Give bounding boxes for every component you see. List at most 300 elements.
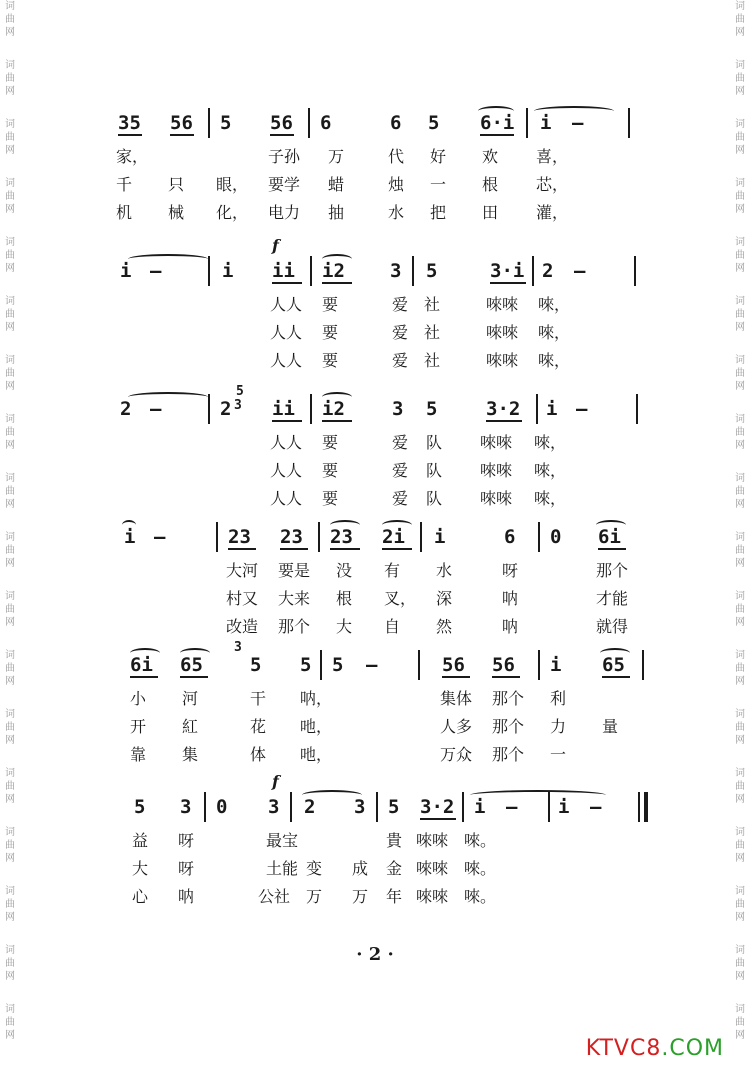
watermark-char: 曲 — [5, 781, 15, 792]
lyric: 那个 — [492, 717, 525, 736]
lyric-line-1 — [110, 824, 650, 852]
watermark-char: 词 — [735, 650, 745, 661]
lyric: 集 — [182, 745, 199, 764]
lyric: 干 — [250, 689, 267, 708]
underline — [118, 134, 142, 136]
watermark-char: 词 — [735, 60, 745, 71]
slur — [128, 392, 208, 402]
final-barline — [644, 792, 648, 822]
watermark-char: 曲 — [735, 1017, 745, 1028]
lyric: 机 — [116, 203, 133, 222]
note: 0 — [550, 526, 562, 548]
underline — [322, 282, 352, 284]
lyric: 电力 — [268, 203, 301, 222]
watermark-char: 网 — [735, 794, 745, 805]
watermark-char: 曲 — [5, 309, 15, 320]
underline — [598, 548, 626, 550]
lyric-line-1 — [110, 682, 650, 710]
watermark-char: 曲 — [5, 368, 15, 379]
lyric: 要学 — [268, 175, 301, 194]
underline — [492, 676, 520, 678]
lyric: 水 — [388, 203, 405, 222]
lyric: 呐 — [502, 617, 519, 636]
note: 6 — [504, 526, 516, 548]
watermark-gap — [2, 983, 18, 1003]
lyric: 呀 — [178, 831, 195, 850]
watermark-char: 词 — [5, 886, 15, 897]
watermark-gap — [732, 629, 748, 649]
lyric: 那个 — [278, 617, 311, 636]
watermark-gap — [732, 452, 748, 472]
watermark-gap — [2, 865, 18, 885]
lyric-line-1 — [110, 288, 650, 316]
lyric: 心 — [132, 887, 149, 906]
underline — [130, 676, 158, 678]
watermark-gap — [732, 334, 748, 354]
lyric: 子孙 — [268, 147, 301, 166]
watermark-char: 网 — [735, 1030, 745, 1041]
lyric-line-1 — [110, 554, 650, 582]
lyric: 集体 — [440, 689, 473, 708]
lyric: 就得 — [596, 617, 629, 636]
score-system-4 — [110, 520, 650, 638]
watermark-char: 网 — [5, 145, 15, 156]
watermark-char: 曲 — [5, 604, 15, 615]
lyric: 爱 — [392, 295, 409, 314]
note: 2 — [304, 796, 316, 818]
lyric: 要 — [322, 461, 339, 480]
lyric: 要 — [322, 295, 339, 314]
barline — [204, 792, 206, 822]
note-dash: — — [576, 398, 588, 420]
watermark-char: 曲 — [735, 132, 745, 143]
note-dash: — — [506, 796, 518, 818]
lyric: 最宝 — [266, 831, 299, 850]
note: 5 — [388, 796, 400, 818]
barline — [310, 394, 312, 424]
watermark-gap — [732, 511, 748, 531]
lyric: 才能 — [596, 589, 629, 608]
lyric: 喜， — [536, 147, 569, 166]
score-system-1 — [110, 106, 650, 224]
lyric: 土能 — [266, 859, 299, 878]
watermark-char: 网 — [5, 86, 15, 97]
lyric: 队 — [426, 461, 443, 480]
watermark-char: 词 — [5, 591, 15, 602]
lyric: 体 — [250, 745, 267, 764]
lyric: 唻。 — [464, 831, 497, 850]
note: 5 — [300, 654, 312, 676]
watermark-char: 网 — [735, 440, 745, 451]
note: 23 — [280, 526, 303, 548]
grace-note: 3 — [234, 640, 242, 655]
lyric: 大 — [132, 859, 149, 878]
note: 2 — [120, 398, 132, 420]
watermark-char: 曲 — [5, 840, 15, 851]
watermark-char: 词 — [5, 827, 15, 838]
watermark-gap — [732, 924, 748, 944]
watermark-char: 词 — [735, 768, 745, 779]
watermark-left — [2, 0, 18, 1062]
underline — [490, 282, 526, 284]
watermark-char: 曲 — [5, 545, 15, 556]
watermark-char: 词 — [735, 591, 745, 602]
note: i — [540, 112, 552, 134]
notation-line — [110, 520, 650, 554]
watermark-char: 曲 — [5, 663, 15, 674]
lyric-line-3 — [110, 610, 650, 638]
score-system-3 — [110, 384, 650, 510]
barline — [420, 522, 422, 552]
lyric: 呀 — [502, 561, 519, 580]
watermark-char: 曲 — [5, 486, 15, 497]
note-dash: — — [572, 112, 584, 134]
lyric-line-1 — [110, 426, 650, 454]
note: 2 — [220, 398, 232, 420]
watermark-char: 词 — [5, 119, 15, 130]
watermark-char: 词 — [735, 709, 745, 720]
lyric: 唻， — [534, 489, 567, 508]
watermark-char: 曲 — [5, 132, 15, 143]
lyric-line-3 — [110, 196, 650, 224]
watermark-char: 网 — [735, 86, 745, 97]
lyric: 万众 — [440, 745, 473, 764]
watermark-char: 曲 — [735, 368, 745, 379]
note: 5 — [426, 260, 438, 282]
watermark-gap — [732, 688, 748, 708]
note: i — [558, 796, 570, 818]
watermark-char: 曲 — [735, 191, 745, 202]
lyric: 人多 — [440, 717, 473, 736]
watermark-char: 曲 — [735, 781, 745, 792]
watermark-char: 曲 — [5, 250, 15, 261]
lyric: 唻唻 — [416, 887, 449, 906]
note: 56 — [492, 654, 515, 676]
lyric: 唻唻 — [480, 433, 513, 452]
watermark-char: 曲 — [735, 427, 745, 438]
lyric: 呐 — [178, 887, 195, 906]
watermark-gap — [732, 983, 748, 1003]
watermark-char: 网 — [5, 204, 15, 215]
note: 35 — [118, 112, 141, 134]
lyric: 万 — [306, 887, 323, 906]
lyric: 田 — [482, 203, 499, 222]
lyric: 一 — [430, 175, 447, 194]
lyric: 爱 — [392, 489, 409, 508]
note: 2i — [382, 526, 405, 548]
watermark-gap — [732, 39, 748, 59]
underline — [382, 548, 412, 550]
lyric: 要 — [322, 489, 339, 508]
watermark-gap — [732, 806, 748, 826]
watermark-char: 词 — [735, 119, 745, 130]
watermark-gap — [2, 806, 18, 826]
lyric: 一 — [550, 745, 567, 764]
watermark-gap — [2, 393, 18, 413]
lyric: 唻唻 — [486, 351, 519, 370]
watermark-gap — [2, 688, 18, 708]
watermark-gap — [2, 924, 18, 944]
lyric: 唻， — [534, 433, 567, 452]
barline — [216, 522, 218, 552]
lyric: 开 — [130, 717, 147, 736]
watermark-char: 网 — [735, 499, 745, 510]
watermark-char: 词 — [735, 827, 745, 838]
watermark-char: 网 — [735, 735, 745, 746]
dynamic-mark: f — [272, 772, 279, 791]
lyric: 有 — [384, 561, 401, 580]
lyric: 眼， — [216, 175, 249, 194]
watermark-gap — [732, 275, 748, 295]
watermark-char: 曲 — [735, 14, 745, 25]
note: 5 — [426, 398, 438, 420]
lyric: 人人 — [270, 489, 303, 508]
note: 56 — [442, 654, 465, 676]
watermark-char: 曲 — [735, 958, 745, 969]
lyric: 社 — [424, 295, 441, 314]
underline — [170, 134, 194, 136]
site-logo — [586, 1036, 724, 1061]
note: i — [546, 398, 558, 420]
lyric: 抽 — [328, 203, 345, 222]
note: 3 — [354, 796, 366, 818]
watermark-gap — [2, 1042, 18, 1062]
watermark-char: 词 — [5, 532, 15, 543]
lyric: 成 — [352, 859, 369, 878]
watermark-char: 曲 — [735, 545, 745, 556]
lyric: 那个 — [596, 561, 629, 580]
lyric: 唻， — [538, 295, 571, 314]
watermark-char: 词 — [735, 1, 745, 12]
watermark-char: 网 — [5, 263, 15, 274]
watermark-char: 网 — [735, 853, 745, 864]
lyric: 化， — [216, 203, 249, 222]
lyric: 唻。 — [464, 859, 497, 878]
watermark-gap — [2, 747, 18, 767]
lyric: 大来 — [278, 589, 311, 608]
lyric: 呐 — [502, 589, 519, 608]
watermark-char: 词 — [5, 1004, 15, 1015]
watermark-char: 词 — [735, 414, 745, 425]
underline — [180, 676, 208, 678]
note: 5 — [428, 112, 440, 134]
note: 56 — [170, 112, 193, 134]
watermark-char: 词 — [5, 355, 15, 366]
barline — [208, 256, 210, 286]
underline — [272, 282, 302, 284]
lyric: 队 — [426, 433, 443, 452]
note: 65 — [180, 654, 203, 676]
watermark-char: 网 — [735, 381, 745, 392]
barline — [310, 256, 312, 286]
note: 5 — [220, 112, 232, 134]
lyric: 烛 — [388, 175, 405, 194]
logo-part-1: KTVC8 — [585, 1036, 662, 1061]
lyric: 吔， — [300, 745, 333, 764]
watermark-char: 词 — [5, 414, 15, 425]
watermark-char: 网 — [735, 204, 745, 215]
watermark-char: 词 — [5, 768, 15, 779]
note: i — [124, 526, 136, 548]
note: 6i — [130, 654, 153, 676]
watermark-char: 曲 — [5, 958, 15, 969]
lyric: 社 — [424, 323, 441, 342]
lyric: 利 — [550, 689, 567, 708]
watermark-char: 词 — [735, 945, 745, 956]
watermark-char: 网 — [735, 676, 745, 687]
note: 3 — [234, 398, 242, 413]
watermark-gap — [2, 157, 18, 177]
barline — [318, 522, 320, 552]
watermark-char: 网 — [735, 145, 745, 156]
watermark-char: 网 — [735, 558, 745, 569]
watermark-gap — [2, 275, 18, 295]
watermark-char: 曲 — [735, 309, 745, 320]
watermark-gap — [2, 39, 18, 59]
lyric: 爱 — [392, 433, 409, 452]
underline — [322, 420, 352, 422]
underline — [228, 548, 256, 550]
lyric: 唻唻 — [416, 859, 449, 878]
watermark-char: 曲 — [735, 73, 745, 84]
watermark-char: 网 — [5, 912, 15, 923]
lyric: 那个 — [492, 745, 525, 764]
lyric: 爱 — [392, 461, 409, 480]
lyric: 自 — [384, 617, 401, 636]
lyric: 家， — [116, 147, 149, 166]
barline — [526, 108, 528, 138]
page-number: · 2 · — [356, 944, 394, 965]
note: i — [434, 526, 446, 548]
watermark-char: 曲 — [5, 722, 15, 733]
lyric: 力 — [550, 717, 567, 736]
barline — [538, 522, 540, 552]
lyric-line-2 — [110, 710, 650, 738]
note: 3·2 — [486, 398, 521, 420]
watermark-char: 曲 — [735, 899, 745, 910]
lyric: 万 — [328, 147, 345, 166]
lyric: 小 — [130, 689, 147, 708]
lyric: 呐， — [300, 689, 333, 708]
lyric: 花 — [250, 717, 267, 736]
watermark-gap — [732, 1042, 748, 1062]
underline — [480, 134, 514, 136]
watermark-gap — [2, 511, 18, 531]
watermark-char: 网 — [735, 27, 745, 38]
watermark-char: 网 — [5, 440, 15, 451]
lyric: 唻唻 — [480, 461, 513, 480]
lyric: 要是 — [278, 561, 311, 580]
lyric: 靠 — [130, 745, 147, 764]
slur — [128, 254, 208, 264]
lyric: 唻， — [538, 323, 571, 342]
lyric: 改造 — [226, 617, 259, 636]
grace-note: 5 — [236, 384, 244, 399]
watermark-char: 词 — [5, 1, 15, 12]
note: 3·2 — [420, 796, 455, 818]
lyric-line-3 — [110, 880, 650, 908]
note: 56 — [270, 112, 293, 134]
watermark-gap — [732, 157, 748, 177]
watermark-gap — [2, 452, 18, 472]
barline — [290, 792, 292, 822]
watermark-gap — [2, 334, 18, 354]
underline — [272, 420, 302, 422]
lyric: 公社 — [258, 887, 291, 906]
notation-line — [110, 106, 650, 140]
watermark-char: 词 — [735, 473, 745, 484]
watermark-char: 曲 — [735, 722, 745, 733]
lyric: 村又 — [226, 589, 259, 608]
watermark-char: 词 — [735, 1004, 745, 1015]
watermark-char: 网 — [5, 794, 15, 805]
watermark-gap — [2, 216, 18, 236]
lyric: 水 — [436, 561, 453, 580]
underline — [270, 134, 294, 136]
watermark-char: 网 — [5, 853, 15, 864]
watermark-char: 曲 — [5, 14, 15, 25]
lyric: 唻。 — [464, 887, 497, 906]
lyric: 代 — [388, 147, 405, 166]
note-dash: — — [590, 796, 602, 818]
note: i — [550, 654, 562, 676]
watermark-gap — [732, 747, 748, 767]
lyric: 变 — [306, 859, 323, 878]
note: 3 — [390, 260, 402, 282]
logo-part-2: .COM — [661, 1036, 724, 1061]
note: 5 — [134, 796, 146, 818]
lyric: 没 — [336, 561, 353, 580]
note: 6·i — [480, 112, 515, 134]
lyric: 紅 — [182, 717, 199, 736]
lyric: 欢 — [482, 147, 499, 166]
watermark-gap — [732, 570, 748, 590]
lyric: 爱 — [392, 351, 409, 370]
note-dash: — — [150, 260, 162, 282]
lyric: 唻唻 — [486, 323, 519, 342]
lyric: 大河 — [226, 561, 259, 580]
lyric: 唻唻 — [416, 831, 449, 850]
lyric-line-3 — [110, 482, 650, 510]
watermark-char: 网 — [735, 263, 745, 274]
lyric: 根 — [482, 175, 499, 194]
watermark-char: 网 — [5, 558, 15, 569]
lyric: 年 — [386, 887, 403, 906]
barline — [208, 108, 210, 138]
lyric: 千 — [116, 175, 133, 194]
lyric-line-2 — [110, 852, 650, 880]
watermark-char: 曲 — [5, 899, 15, 910]
lyric: 人人 — [270, 433, 303, 452]
note: 6 — [390, 112, 402, 134]
note-dash: — — [154, 526, 166, 548]
watermark-gap — [2, 629, 18, 649]
lyric: 要 — [322, 351, 339, 370]
lyric: 叉， — [384, 589, 417, 608]
watermark-char: 曲 — [735, 663, 745, 674]
barline — [538, 650, 540, 680]
score-system-5 — [110, 640, 650, 766]
watermark-char: 词 — [735, 296, 745, 307]
note: 23 — [228, 526, 251, 548]
lyric-line-2 — [110, 454, 650, 482]
lyric: 深 — [436, 589, 453, 608]
lyric: 万 — [352, 887, 369, 906]
note: i — [474, 796, 486, 818]
note: ii — [272, 260, 295, 282]
barline — [636, 394, 638, 424]
watermark-char: 网 — [5, 971, 15, 982]
